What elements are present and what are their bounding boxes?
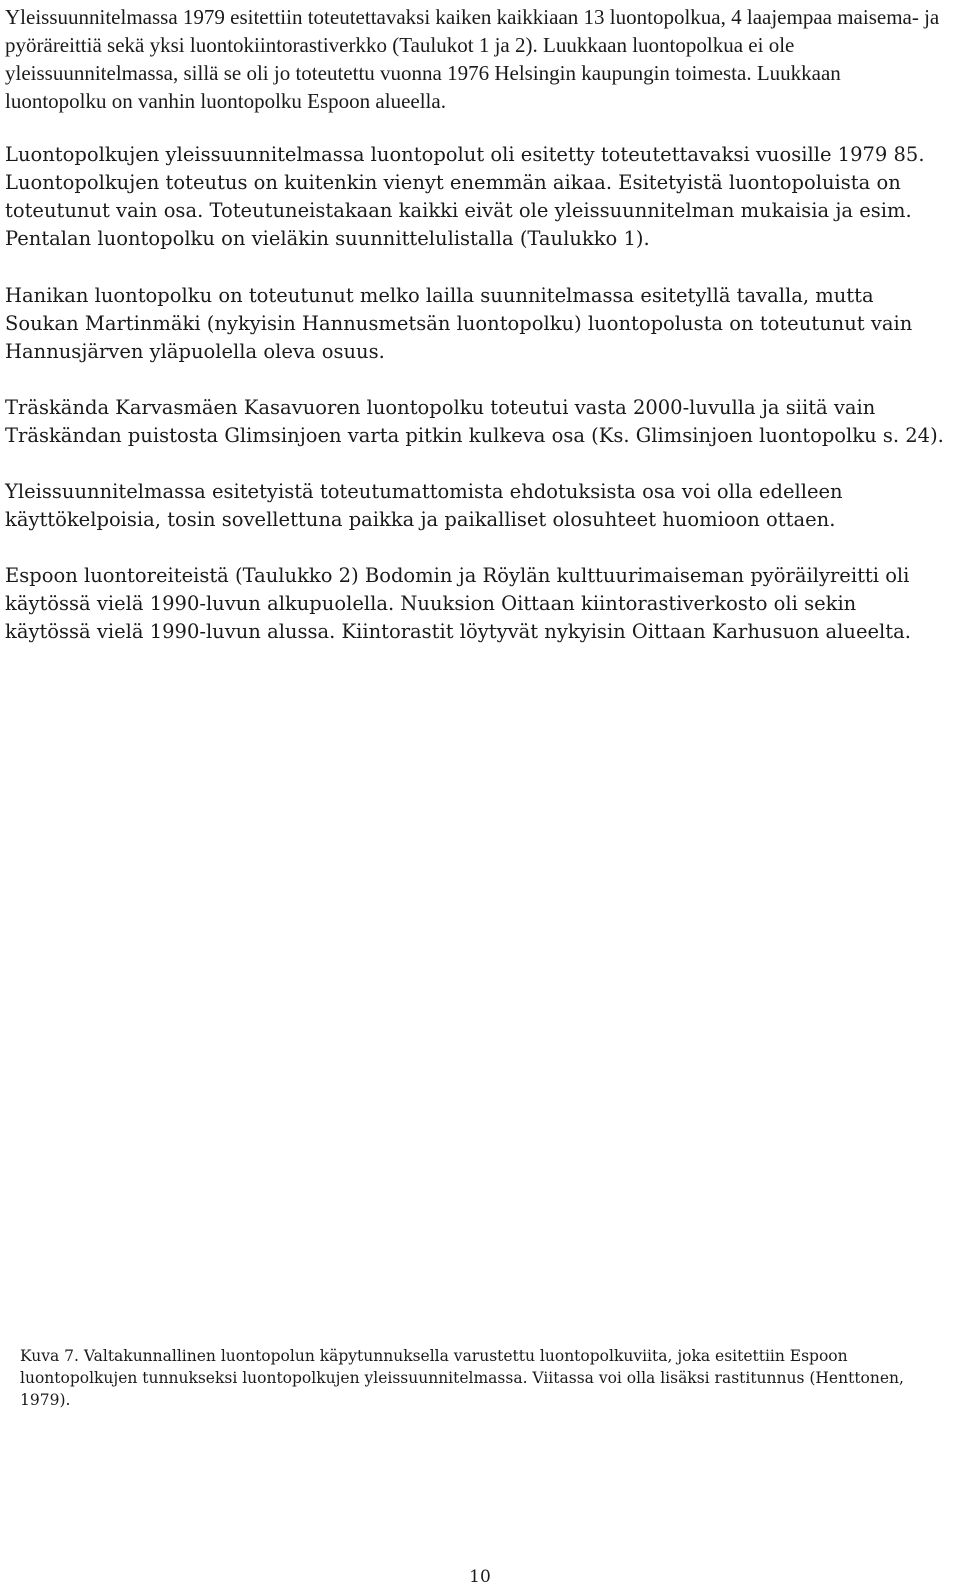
paragraph-toteutus-aikataulu: Luontopolkujen yleissuunnitelmassa luontopolut oli esitetty toteutettavaksi vuosille 1979 85. Luontopolkujen toteutus on kuitenkin vienyt enemmän aikaa. Esitetyistä luontopoluista on toteutunut vain osa. Toteutuneistakaan kaikki eivät ole yleissuunnitelman mukaisia ja esim. Pentalan luontopolku on vieläkin suunnittelulistalla (Taulukko 1). xyxy=(5,143,925,250)
figure-placeholder xyxy=(20,660,940,1340)
figure-caption: Kuva 7. Valtakunnallinen luontopolun käpytunnuksella varustettu luontopolkuviita, joka esitettiin Espoon luontopolkujen tunnukseksi luontopolkujen yleissuunnitelmassa. Viitassa voi olla lisäksi rastitunnus (Henttonen, 1979). xyxy=(20,1347,904,1409)
page-number: 10 xyxy=(469,1567,491,1587)
paragraph-hanikka-soukka: Hanikan luontopolku on toteutunut melko lailla suunnitelmassa esitetyllä tavalla, mutta Soukan Martinmäki (nykyisin Hannusmetsän luontopolku) luontopolusta on toteutunut vain Hannusjärven yläpuolella oleva osuus. xyxy=(5,284,913,363)
paragraph-traskanda: Träskända Karvasmäen Kasavuoren luontopolku toteutui vasta 2000-luvulla ja siitä vain Träskändan puistosta Glimsinjoen varta pitkin kulkeva osa (Ks. Glimsinjoen luontopolku s. 24). xyxy=(5,396,944,447)
paragraph-yleissuunnitelma-1979: Yleissuunnitelmassa 1979 esitettiin toteutettavaksi kaiken kaikkiaan 13 luontopolkua, 4 laajempaa maisema- ja pyöräreittiä sekä yksi luontokiintorastiverkko (Taulukot 1 ja 2). Luukkaan luontopolkua ei ole yleissuunnitelmassa, sillä se oli jo toteutettu vuonna 1976 Helsingin kaupungin toimesta. Luukkaan luontopolku on vanhin luontopolku Espoon alueella. xyxy=(5,5,940,113)
paragraph-toteutumattomat-ehdotukset: Yleissuunnitelmassa esitetyistä toteutumattomista ehdotuksista osa voi olla edelleen käyttökelpoisia, tosin sovellettuna paikka ja paikalliset olosuhteet huomioon ottaen. xyxy=(5,480,843,531)
paragraph-luontoreitit: Espoon luontoreiteistä (Taulukko 2) Bodomin ja Röylän kulttuurimaiseman pyöräilyreitti oli käytössä vielä 1990-luvun alkupuolella. Nuuksion Oittaan kiintorastiverkosto oli sekin käytössä vielä 1990-luvun alussa. Kiintorastit löytyvät nykyisin Oittaan Karhusuon alueelta. xyxy=(5,564,911,643)
